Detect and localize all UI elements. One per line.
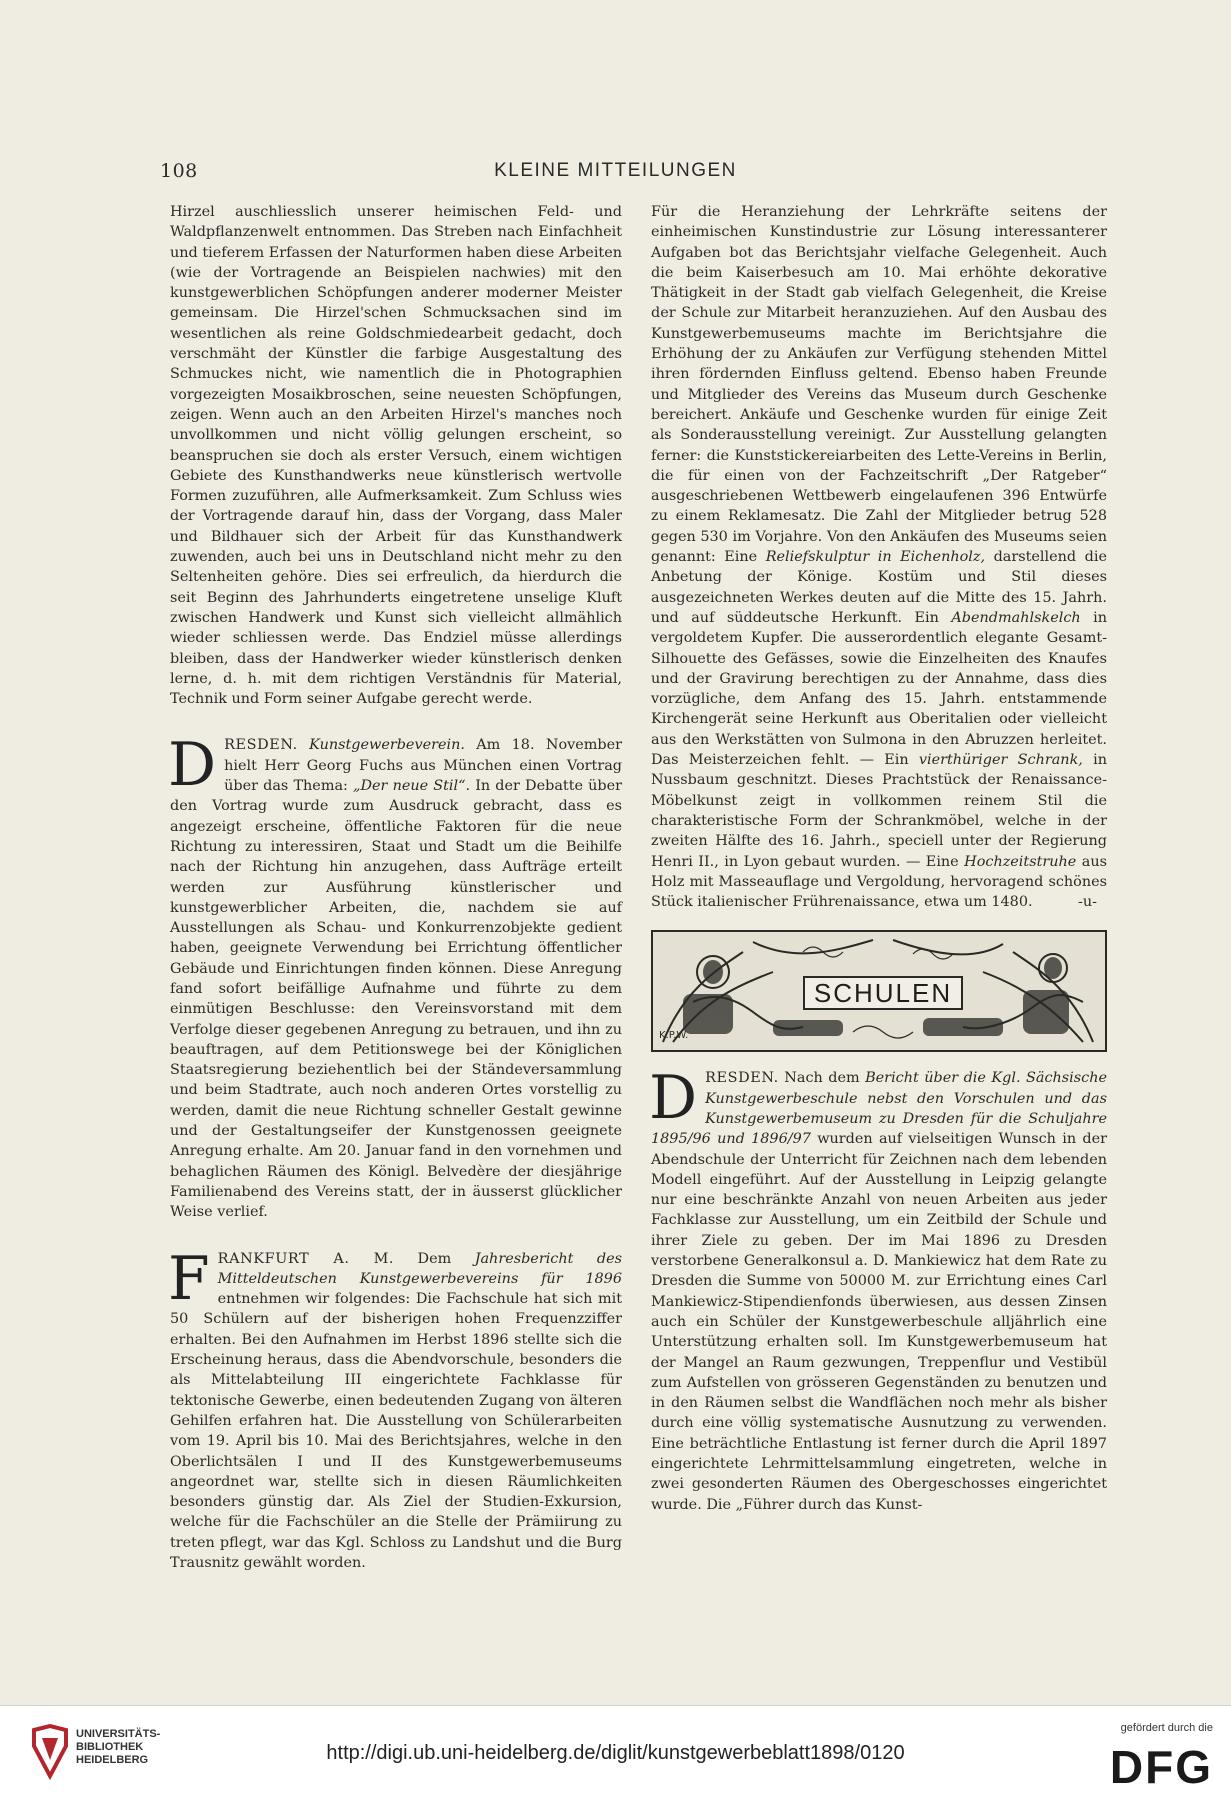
drop-initial-d: D xyxy=(168,730,217,801)
section-italic-title: Bericht über die Kgl. Sächsische Kunstgewerbeschule nebst den Vorschulen und das Kunstgewerbemuseum zu Dresden für die Schuljahre 1895/96 und 1896/97 xyxy=(651,1070,1107,1148)
running-title: KLEINE MITTEILUNGEN xyxy=(494,160,737,181)
section-dresden-kunstgewerbeverein: D RESDEN. Kunstgewerbeverein. Am 18. November hielt Herr Georg Fuchs aus München einen Vortrag über das Thema: „Der neue Stil“. In der Debatte über den Vortrag wurde zum Ausdruck gebracht, dass es angezeigt erscheine, öffentliche Faktoren für die neue Richtung zu interessiren, Staat und Stadt um die Beihilfe nach der Richtung hin anzugehen, dass Aufträge erteilt werden zur Ausführung künstlerischer und kunstgewerblicher Arbeiten, die, nachdem sie auf Ausstellungen als Schau- und Konkurrenzobjekte gedient haben, geeignete Verwendung bei Errichtung öffentlicher Gebäude und Einrichtungen finden können. Diese Anregung fand sofort beifällige Aufnahme und führte zu dem einmütigen Beschlusse: den Vereinsvorstand mit dem Verfolge dieser gegebenen Anregung zu betrauen, und ihn zu beauftragen, auf dem Petitionswege bei der Königlichen Staatsregierung beziehentlich bei der Ständeversammlung und beim Stadtrate, auch noch anderen Ortes vorstellig zu werden, damit die neue Richtung schneller Gestalt gewinne und der Gestaltungseifer der Kunstgenossen geeignete Anregung erhalte. Am 20. Januar fand in den vornehmen und behaglichen Räumen des Königl. Belvedère der diesjährige Familienabend des Vereins statt, der in äusserst glücklicher Weise verlief. xyxy=(168,730,623,1221)
section-lead: RESDEN. xyxy=(224,737,298,754)
paragraph-museum: Für die Heranziehung der Lehrkräfte seitens der einheimischen Kunstindustrie zur Lösung interessanterer Aufgaben bot das Berichtsjahr vielfache Gelegenheit. Auch die beim Kaiserbesuch am 10. Mai erhöhte dekorative Thätigkeit in der Stadt gab vielfach Gelegenheit, die Kreise der Schule zur Mitarbeit heranzuziehen. Auf den Ausbau des Kunstgewerbemuseums machte im Berichtsjahre die Erhöhung der zu Ankäufen zur Verfügung stehenden Mittel ihren fördernden Einfluss geltend. Ebenso haben Freunde und Mitglieder des Vereins das Museum durch Geschenke bereichert. Ankäufe und Geschenke wurden für einige Zeit als Sonderausstellung vereinigt. Zur Ausstellung gelangten ferner: die Kunststickereiarbeiten des Lette-Vereins in Berlin, die für einen von der Fachzeitschrift „Der Ratgeber“ ausgeschriebenen Wettbewerb eingelaufenen 396 Entwürfe zu einem Reklamesatz. Die Zahl der Mitglieder betrug 528 gegen 530 im Vorjahre. Von den Ankäufen des Museums seien genannt: Eine Reliefskulptur in Eichenholz, darstellend die Anbetung der Könige. Kostüm und Stil dieses ausgezeichneten Werkes deuten auf die Mitte des 15. Jahrh. und auf süddeutsche Herkunft. Ein Abendmahlskelch in vergoldetem Kupfer. Die ausserordentlich elegante Gesamt-Silhouette des Gefässes, sowie die Einzelheiten des Knaufes und der Gravirung berechtigen zu der Annahme, dass dies vorzügliche, dem Anfang des 15. Jahrh. entstammende Kirchengerät seine Herkunft aus Oberitalien oder vielleicht aus den Werkstätten von Sulmona in den Abruzzen herleitet. Das Meisterzeichen fehlt. — Ein vierthüriger Schrank, in Nussbaum geschnitzt. Dieses Prachtstück der Renaissance-Möbelkunst zeigt in vollkommen reinem Stil die charakteristische Form der Schrankmöbel, welche in der zweiten Hälfte des 16. Jahrh., speciell unter der Regierung Henri II., in Lyon gebaut wurden. — Eine Hochzeitstruhe aus Holz mit Masseauflage und Vergoldung, hervoragend schönes Stück italienischer Frührenaissance, etwa um 1480. -u- xyxy=(651,202,1107,912)
left-column xyxy=(170,202,622,1573)
section-italic-title: Kunstgewerbeverein. xyxy=(309,737,465,754)
banner-title: SCHULEN xyxy=(803,976,963,1010)
section-frankfurt: F RANKFURT A. M. Dem Jahresbericht des Mitteldeutschen Kunstgewerbevereins für 1896 entnehmen wir folgendes: Die Fachschule hat sich mit 50 Schülern auf der bisherigen hohen Frequenzziffer erhalten. Bei den Aufnahmen im Herbst 1896 stellte sich die Erscheinung heraus, dass die Abendvorschule, besonders die als Mittelabteilung III eingerichtete Fachklasse für tektonische Gewerbe, einen bedeutenden Zugang von älteren Gehilfen erfahren hat. Die Ausstellung von Schülerarbeiten vom 19. April bis 10. Mai des Berichtsjahres, welche in den Oberlichtsälen I und II des Kunstgewerbemuseums angeordnet war, stellte sich in diesen Räumlichkeiten besonders günstig dar. Als Ziel der Studien-Exkursion, welche für die Fachschüler an die Stelle der Prämiirung zu treten pflegt, war das Kgl. Schloss zu Landshut und die Burg Trausnitz gewählt worden. xyxy=(168,1243,622,1571)
author-signoff: -u- xyxy=(1078,894,1097,911)
page-number: 108 xyxy=(160,160,198,182)
source-url-link[interactable]: http://digi.ub.uni-heidelberg.de/diglit/kunstgewerbeblatt1898/0120 xyxy=(326,1742,905,1764)
drop-initial-d: D xyxy=(649,1063,698,1134)
drop-initial-f: F xyxy=(168,1243,210,1314)
paragraph-hirzel: Hirzel auschliesslich unserer heimischen Feld- und Waldpflanzenwelt entnommen. Das Streben nach Einfachheit und tieferem Erfassen der Naturformen haben diese Arbeiten (wie der Vortragende an Beispielen nachwies) mit den kunstgewerblichen Schöpfungen anderer moderner Meister gemeinsam. Die Hirzel'schen Schmucksachen sind im wesentlichen als reine Goldschmiedearbeit gedacht, doch verschmäht der Künstler die farbige Ausgestaltung des Schmuckes nicht, wie namentlich die in Photographien vorgezeigten Mosaikbroschen, seine neuesten Schöpfungen, zeigen. Wenn auch an den Arbeiten Hirzel's manches noch unvollkommen und nicht völlig gelungen erscheint, so beanspruchen sie doch als erster Versuch, einem wichtigen Gebiete des Kunsthandwerks neue künstlerisch wertvolle Formen zuzuführen, alle Aufmerksamkeit. Zum Schluss wies der Vortragende darauf hin, dass der Vorgang, dass Maler und Bildhauer sich der Arbeit für das Kunsthandwerk zuwenden, auch bei uns in Deutschland nicht mehr zu den Seltenheiten gehöre. Dies sei erfreulich, da hierdurch die seit Beginn des Jahrhunderts eingetretene unselige Kluft zwischen Handwerk und Kunst sich vielleicht allmählich wieder schliessen werde. Das Endziel müsse allerdings bleiben, dass der Handwerker wieder künstlerisch denken lerne, d. h. mit dem richtigen Verständnis für Material, Technik und Form seiner Aufgabe gerecht werde. xyxy=(170,204,622,708)
university-library-name[interactable]: UNIVERSITÄTS- BIBLIOTHEK HEIDELBERG xyxy=(76,1728,161,1766)
section-dresden-kunstgewerbeschule: D RESDEN. Nach dem Bericht über die Kgl. Sächsische Kunstgewerbeschule nebst den Vorschulen und das Kunstgewerbemuseum zu Dresden für die Schuljahre 1895/96 und 1896/97 wurden auf vielseitigen Wunsch in der Abendschule der Unterricht für Zeichnen nach dem lebenden Modell eingeführt. Auf der Ausstellung in Leipzig gelangte nur eine beschränkte Anzahl von neuen Arbeiten aus jeder Fachklasse zur Ausstellung, um ein Zeitbild der Schule und ihrer Ziele zu geben. Der im Mai 1896 zu Dresden verstorbene Generalkonsul a. D. Mankiewicz hat dem Rate zu Dresden die Summe von 50000 M. zur Errichtung eines Carl Mankiewicz-Stipendienfonds überwiesen, aus dessen Zinsen auch ein Schüler der Kunstgewerbeschule alljährlich eine Unterstützung erhalten soll. Im Kunstgewerbemuseum hat der Mangel an Raum gezwungen, Treppenflur und Vestibül zum Aufstellen von grösseren Gegenständen zu benutzen und in den Räumen selbst die Wandflächen noch mehr als bisher durch eine völlig systematische Ausnutzung zu verwenden. Eine beträchtliche Entlastung ist ferner durch die April 1897 eingerichtete Lehrmittelsammlung eingetreten, welche in zwei gesonderten Räumen des Obergeschosses eingerichtet wurde. Die „Führer durch das Kunst- xyxy=(649,1063,1107,1513)
schulen-banner-illustration xyxy=(651,930,1107,1052)
dfg-logo[interactable]: DFG xyxy=(1109,1741,1213,1793)
funding-note: gefördert durch die xyxy=(1120,1722,1213,1734)
section-lead: RESDEN. xyxy=(705,1070,779,1087)
digitization-footer xyxy=(0,1705,1231,1799)
artist-monogram: K.P.W. xyxy=(659,1030,689,1042)
section-lead: RANKFURT A. M. xyxy=(217,1250,395,1267)
section-italic-title: Jahresbericht des Mitteldeutschen Kunstgewerbevereins für 1896 xyxy=(217,1250,622,1287)
right-column xyxy=(651,202,1107,1515)
